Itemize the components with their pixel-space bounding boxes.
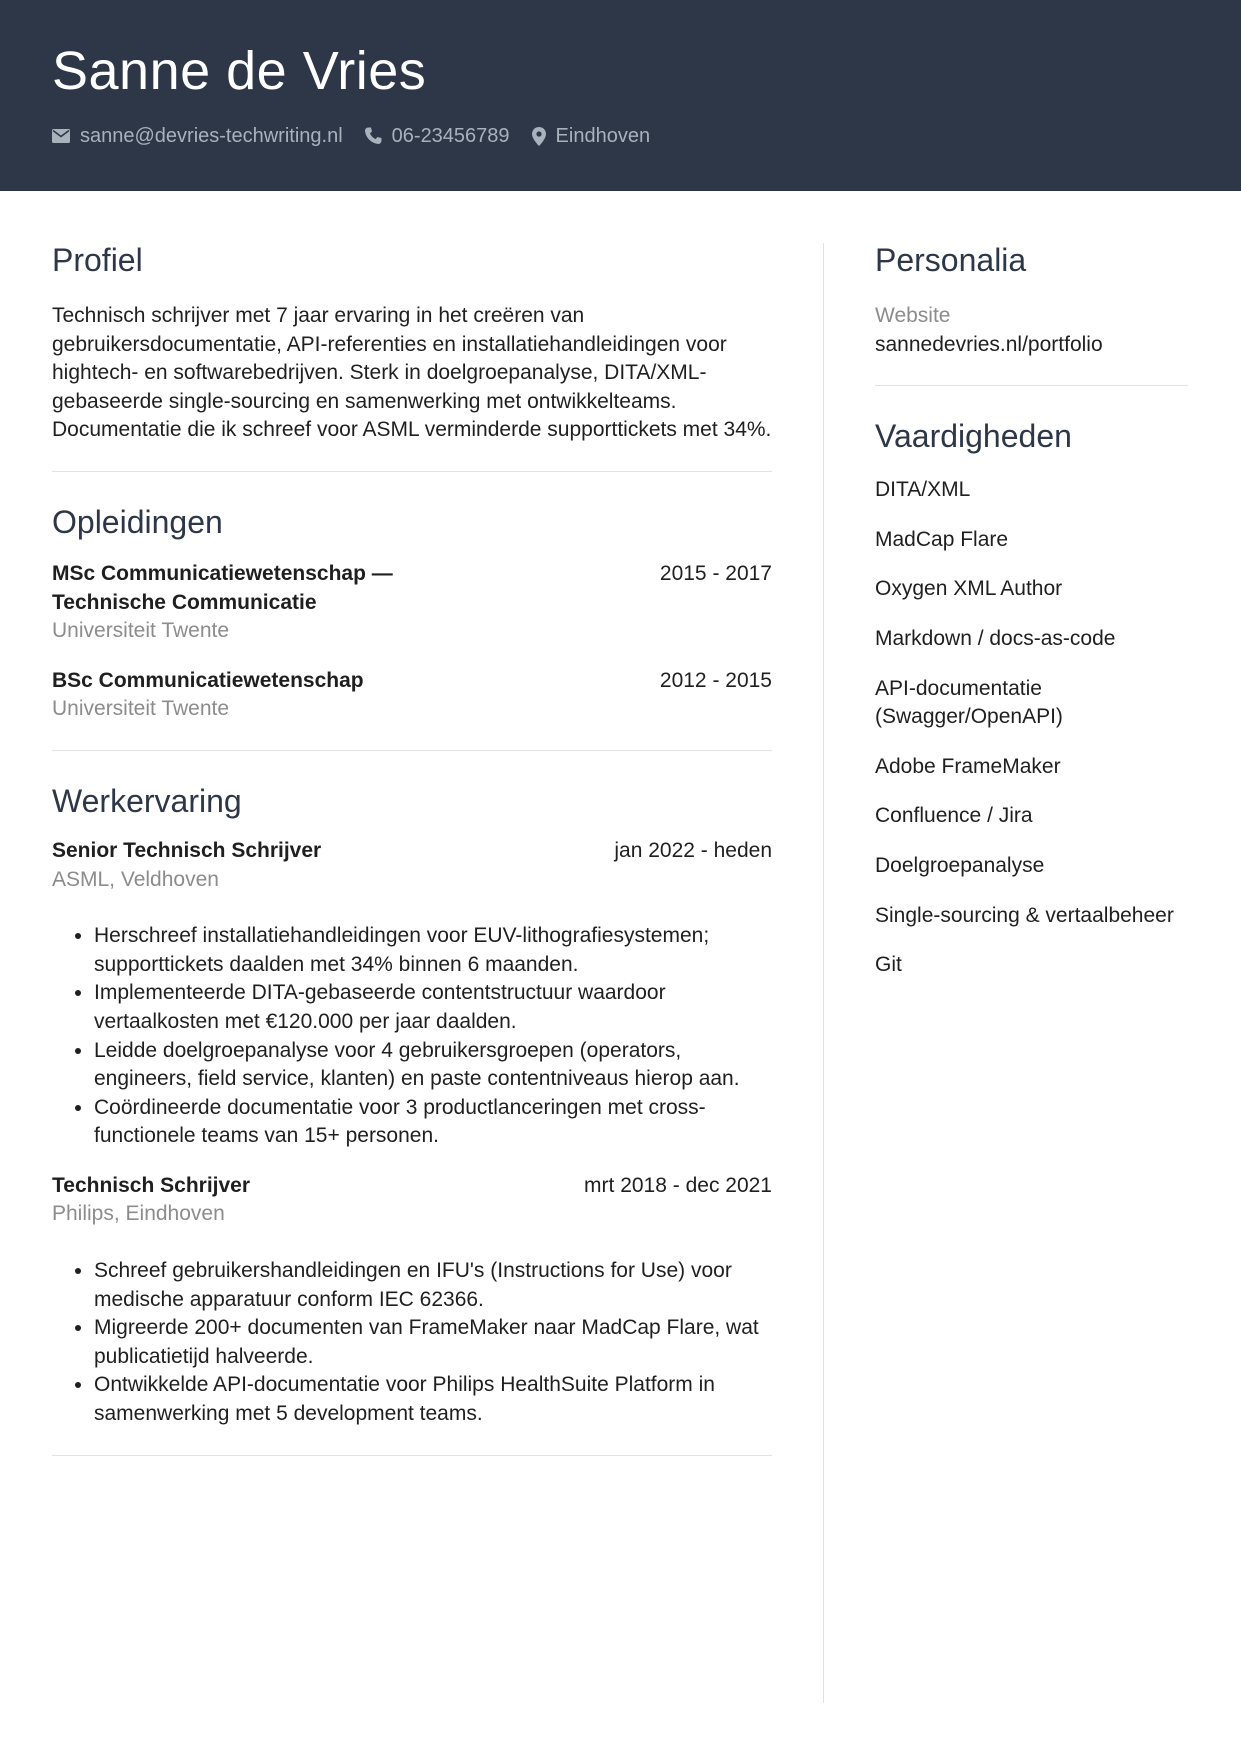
job-dates: jan 2022 - heden (614, 838, 772, 862)
skill-item: Oxygen XML Author (875, 577, 1063, 601)
skill-item: MadCap Flare (875, 527, 1009, 551)
contact-phone (365, 125, 510, 148)
map-pin-icon (532, 127, 546, 146)
education-item (52, 560, 772, 646)
column-divider (823, 243, 824, 1703)
school-name: Universiteit Twente (52, 697, 230, 721)
phone-text[interactable]: 06-23456789 (391, 124, 510, 147)
education-title: Opleidingen (52, 503, 223, 540)
education-dates: 2015 - 2017 (659, 561, 772, 585)
skill-item: Confluence / Jira (875, 804, 1033, 828)
skill-item: Doelgroepanalyse (875, 853, 1045, 877)
job-bullets (52, 922, 772, 1151)
skill-item: Single-sourcing & vertaalbeheer (875, 903, 1174, 927)
list-item: • Herschreef installatiehandleidingen voor EUV-lithografiesystemen; supporttickets daalden met 34% binnen 6 maanden. (94, 922, 772, 979)
list-item: • Schreef gebruikershandleidingen en IFU's (Instructions for Use) voor medische apparatuur conform IEC 62366. (94, 1257, 772, 1314)
education-item (52, 667, 772, 724)
job-bullets (52, 1257, 772, 1429)
sidebar (875, 238, 1188, 1001)
skill-item: DITA/XML (875, 478, 971, 502)
section-divider (875, 385, 1188, 386)
contact-row (52, 122, 672, 150)
main-column (52, 238, 772, 1456)
degree-title: MSc Communicatiewetenschap — Technische Communicatie (52, 561, 393, 614)
company-name: Philips, Eindhoven (52, 1202, 225, 1226)
list-item: • Coördineerde documentatie voor 3 productlanceringen met cross-functionele teams van 15+ personen. (94, 1094, 772, 1151)
skills-title: Vaardigheden (875, 418, 1072, 455)
profile-title: Profiel (52, 242, 143, 278)
phone-icon (365, 127, 382, 145)
school-name: Universiteit Twente (52, 619, 230, 643)
experience-title: Werkervaring (52, 782, 242, 819)
email-text[interactable]: sanne@devries-techwriting.nl (80, 124, 343, 147)
personal-title: Personalia (875, 242, 1027, 278)
skills-list (875, 476, 1188, 980)
skill-item: Markdown / docs-as-code (875, 626, 1116, 650)
list-item: • Migreerde 200+ documenten van FrameMaker naar MadCap Flare, wat publicatietijd halveerde. (94, 1314, 772, 1371)
job-title: Senior Technisch Schrijver (52, 838, 322, 862)
company-name: ASML, Veldhoven (52, 867, 219, 891)
degree-title: BSc Communicatiewetenschap (52, 668, 364, 692)
website-label: Website (875, 304, 951, 327)
location-text: Eindhoven (555, 124, 651, 147)
skill-item: Git (875, 953, 902, 977)
skill-item: API-documentatie (Swagger/OpenAPI) (875, 676, 1063, 729)
job-title: Technisch Schrijver (52, 1173, 251, 1197)
header-banner (0, 0, 1241, 191)
list-item: • Leidde doelgroepanalyse voor 4 gebruikersgroepen (operators, engineers, field service, klanten) en paste contentniveaus hierop aan. (94, 1037, 772, 1094)
section-divider (52, 1455, 772, 1456)
candidate-name: Sanne de Vries (52, 41, 427, 101)
envelope-icon (52, 129, 70, 143)
experience-item (52, 1172, 772, 1429)
contact-email (52, 125, 343, 148)
contact-location (532, 125, 651, 148)
experience-item (52, 837, 772, 1151)
job-dates: mrt 2018 - dec 2021 (584, 1173, 772, 1197)
website-link[interactable]: sannedevries.nl/portfolio (875, 332, 1103, 356)
skill-item: Adobe FrameMaker (875, 754, 1061, 778)
education-dates: 2012 - 2015 (659, 668, 772, 692)
section-divider (52, 750, 772, 751)
profile-text: Technisch schrijver met 7 jaar ervaring in het creëren van gebruikersdocumentatie, API-referenties en installatiehandleidingen voor hightech- en softwarebedrijven. Sterk in doelgroepanalyse, DITA/XML-gebaseerde single-sourcing en samenwerking met ontwikkelteams. Documentatie die ik schreef voor ASML verminderde supporttickets met 34%. (52, 304, 772, 442)
list-item: • Implementeerde DITA-gebaseerde contentstructuur waardoor vertaalkosten met €120.000 per jaar daalden. (94, 979, 772, 1036)
list-item: • Ontwikkelde API-documentatie voor Philips HealthSuite Platform in samenwerking met 5 development teams. (94, 1371, 772, 1428)
section-divider (52, 471, 772, 472)
